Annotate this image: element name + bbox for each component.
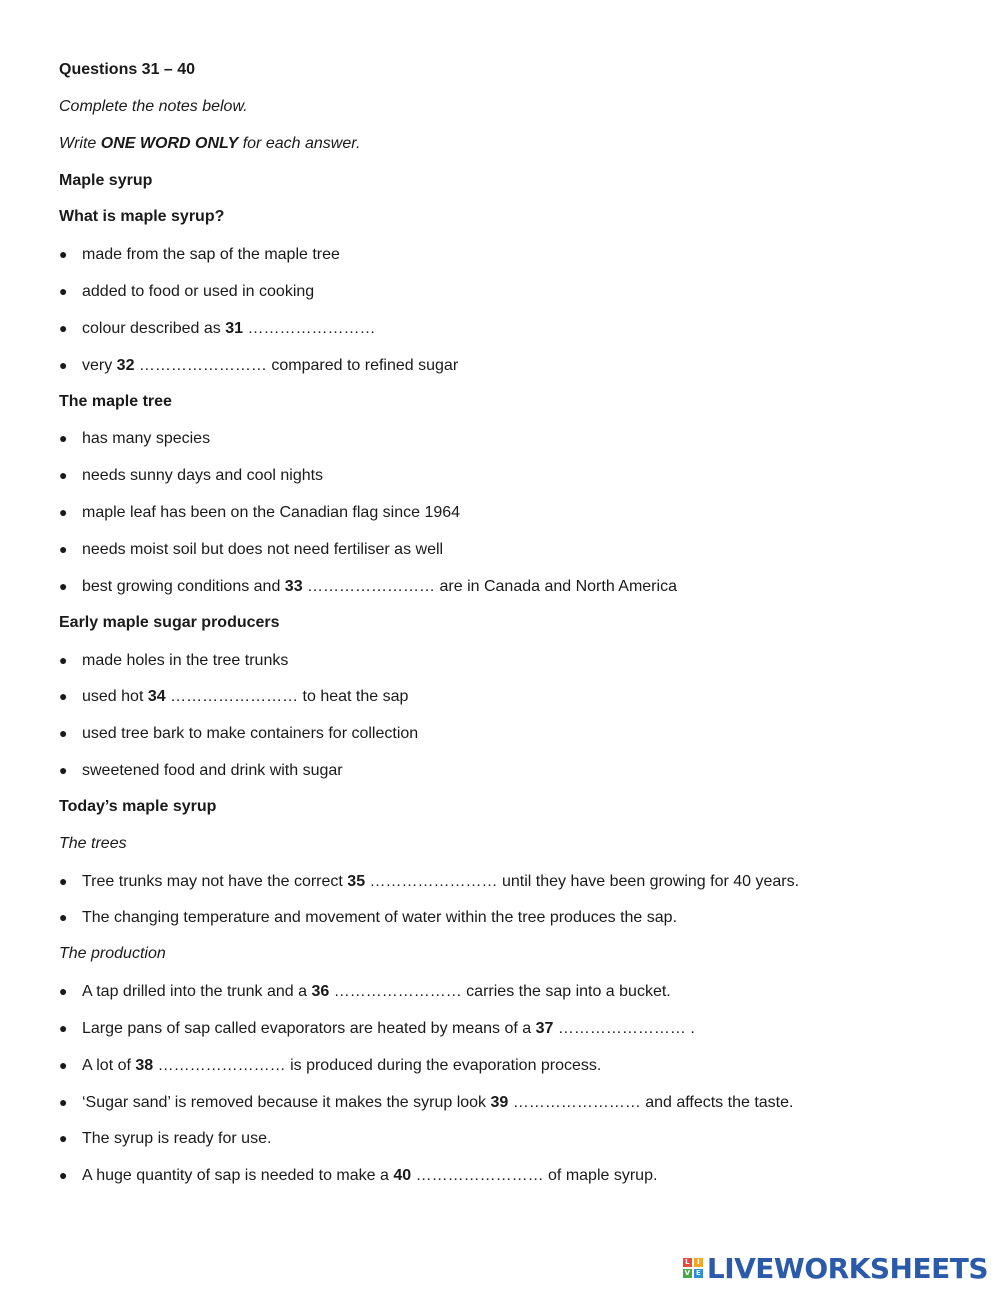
question-number-40: 40 bbox=[393, 1167, 412, 1185]
list-item bbox=[59, 575, 959, 612]
logo-mark-letter: L bbox=[683, 1258, 692, 1267]
bullet-icon: ● bbox=[59, 1130, 68, 1147]
bullet-icon: ● bbox=[59, 467, 68, 484]
logo-mark-icon bbox=[683, 1258, 703, 1278]
question-number-36: 36 bbox=[311, 983, 330, 1001]
bullet-icon: ● bbox=[59, 762, 68, 779]
item-text-post: . bbox=[685, 1019, 695, 1037]
bullet-icon: ● bbox=[59, 504, 68, 521]
item-text: used hot bbox=[82, 688, 148, 706]
question-number-35: 35 bbox=[347, 872, 366, 890]
bullet-icon: ● bbox=[59, 1019, 68, 1036]
answer-gap-38[interactable]: …………………… bbox=[157, 1056, 286, 1074]
item-text: ‘Sugar sand’ is removed because it makes the syrup look bbox=[82, 1093, 491, 1111]
item-text: made from the sap of the maple tree bbox=[82, 246, 340, 264]
logo-mark-letter: I bbox=[694, 1258, 703, 1267]
list-item bbox=[59, 1091, 959, 1128]
list-item bbox=[59, 280, 959, 317]
question-number-33: 33 bbox=[284, 577, 303, 595]
item-text-post: until they have been growing for 40 years. bbox=[497, 872, 800, 890]
bullet-icon: ● bbox=[59, 1093, 68, 1110]
item-text: sweetened food and drink with sugar bbox=[82, 762, 343, 780]
question-number-38: 38 bbox=[135, 1056, 154, 1074]
list-item bbox=[59, 427, 959, 464]
item-text: made holes in the tree trunks bbox=[82, 651, 289, 669]
item-text: colour described as bbox=[82, 319, 226, 337]
answer-gap-36[interactable]: …………………… bbox=[333, 983, 462, 1001]
questions-title: Questions 31 – 40 bbox=[59, 61, 196, 78]
item-text: A lot of bbox=[82, 1056, 136, 1074]
item-text-post: compared to refined sugar bbox=[266, 356, 459, 374]
subheading-production: The production bbox=[59, 945, 166, 963]
answer-gap-37[interactable]: …………………… bbox=[557, 1019, 686, 1037]
list-item bbox=[59, 1164, 959, 1201]
item-text: A huge quantity of sap is needed to make a bbox=[82, 1167, 394, 1185]
instruction-pre: Write bbox=[59, 134, 101, 152]
item-text: best growing conditions and bbox=[82, 577, 285, 595]
question-number-31: 31 bbox=[225, 319, 243, 337]
bullet-icon: ● bbox=[59, 246, 68, 263]
item-text: Tree trunks may not have the correct bbox=[82, 872, 348, 890]
logo-mark-letter: E bbox=[694, 1269, 703, 1278]
bullet-icon: ● bbox=[59, 688, 68, 705]
item-text-post: and affects the taste. bbox=[640, 1093, 794, 1111]
list-item bbox=[59, 980, 959, 1017]
item-text-post: are in Canada and North America bbox=[435, 577, 677, 595]
instruction-word-limit bbox=[59, 133, 959, 170]
instruction-emphasis: ONE WORD ONLY bbox=[100, 134, 239, 152]
bullet-icon: ● bbox=[59, 872, 68, 889]
answer-gap-33[interactable]: …………………… bbox=[307, 577, 436, 595]
list-item bbox=[59, 759, 959, 796]
main-title: Maple syrup bbox=[59, 171, 153, 189]
question-number-34: 34 bbox=[147, 688, 166, 706]
item-text-post: carries the sap into a bucket. bbox=[461, 983, 671, 1001]
list-item bbox=[59, 317, 959, 354]
item-text: has many species bbox=[82, 430, 211, 448]
bullet-icon: ● bbox=[59, 909, 68, 926]
question-number-37: 37 bbox=[535, 1019, 554, 1037]
answer-gap-34[interactable]: …………………… bbox=[170, 688, 299, 706]
item-text-post: to heat the sap bbox=[298, 688, 409, 706]
item-text-post: of maple syrup. bbox=[543, 1167, 658, 1185]
list-item bbox=[59, 243, 959, 280]
section-heading-maple-tree: The maple tree bbox=[59, 392, 172, 410]
list-item bbox=[59, 1017, 959, 1054]
question-number-32: 32 bbox=[116, 356, 135, 374]
bullet-icon: ● bbox=[59, 430, 68, 447]
liveworksheets-logo[interactable] bbox=[683, 1251, 988, 1285]
bullet-icon: ● bbox=[59, 283, 68, 300]
question-number-39: 39 bbox=[490, 1093, 509, 1111]
item-text: very bbox=[82, 356, 117, 374]
answer-gap-32[interactable]: …………………… bbox=[138, 356, 267, 374]
section-heading-early-producers: Early maple sugar producers bbox=[59, 613, 280, 631]
bullet-icon: ● bbox=[59, 651, 68, 668]
list-item bbox=[59, 685, 959, 722]
item-text: added to food or used in cooking bbox=[82, 283, 315, 301]
subheading-trees: The trees bbox=[59, 834, 127, 852]
bullet-icon: ● bbox=[59, 1167, 68, 1184]
logo-text: LIVEWORKSHEETS bbox=[706, 1251, 988, 1285]
section-heading-what-is: What is maple syrup? bbox=[59, 208, 225, 226]
list-item bbox=[59, 354, 959, 391]
item-text: The syrup is ready for use. bbox=[82, 1130, 272, 1148]
item-text: The changing temperature and movement of water within the tree produces the sap. bbox=[82, 909, 678, 927]
list-item bbox=[59, 501, 959, 538]
item-text: needs sunny days and cool nights bbox=[82, 467, 324, 485]
answer-gap-31[interactable]: …………………… bbox=[247, 319, 376, 337]
bullet-icon: ● bbox=[59, 577, 68, 594]
bullet-icon: ● bbox=[59, 356, 68, 373]
item-text-post: is produced during the evaporation process. bbox=[285, 1056, 602, 1074]
answer-gap-39[interactable]: …………………… bbox=[512, 1093, 641, 1111]
list-item bbox=[59, 464, 959, 501]
bullet-icon: ● bbox=[59, 540, 68, 557]
item-text: Large pans of sap called evaporators are heated by means of a bbox=[82, 1019, 536, 1037]
item-text: used tree bark to make containers for collection bbox=[82, 725, 419, 743]
instruction-post: for each answer. bbox=[238, 134, 361, 152]
instruction-complete: Complete the notes below. bbox=[59, 97, 248, 115]
list-item bbox=[59, 870, 959, 907]
item-text: A tap drilled into the trunk and a bbox=[82, 983, 312, 1001]
section-heading-today: Today’s maple syrup bbox=[59, 797, 217, 815]
list-item bbox=[59, 722, 959, 759]
list-item bbox=[59, 906, 959, 943]
item-text: needs moist soil but does not need fertiliser as well bbox=[82, 540, 444, 558]
list-item bbox=[59, 1127, 959, 1164]
item-text: maple leaf has been on the Canadian flag since 1964 bbox=[82, 504, 461, 522]
worksheet bbox=[59, 59, 959, 1201]
answer-gap-40[interactable]: …………………… bbox=[415, 1167, 544, 1185]
bullet-icon: ● bbox=[59, 319, 68, 336]
bullet-icon: ● bbox=[59, 725, 68, 742]
logo-mark-letter: V bbox=[684, 1269, 691, 1277]
bullet-icon: ● bbox=[59, 1056, 68, 1073]
list-item bbox=[59, 538, 959, 575]
bullet-icon: ● bbox=[59, 983, 68, 1000]
list-item bbox=[59, 649, 959, 686]
answer-gap-35[interactable]: …………………… bbox=[369, 872, 498, 890]
list-item bbox=[59, 1054, 959, 1091]
